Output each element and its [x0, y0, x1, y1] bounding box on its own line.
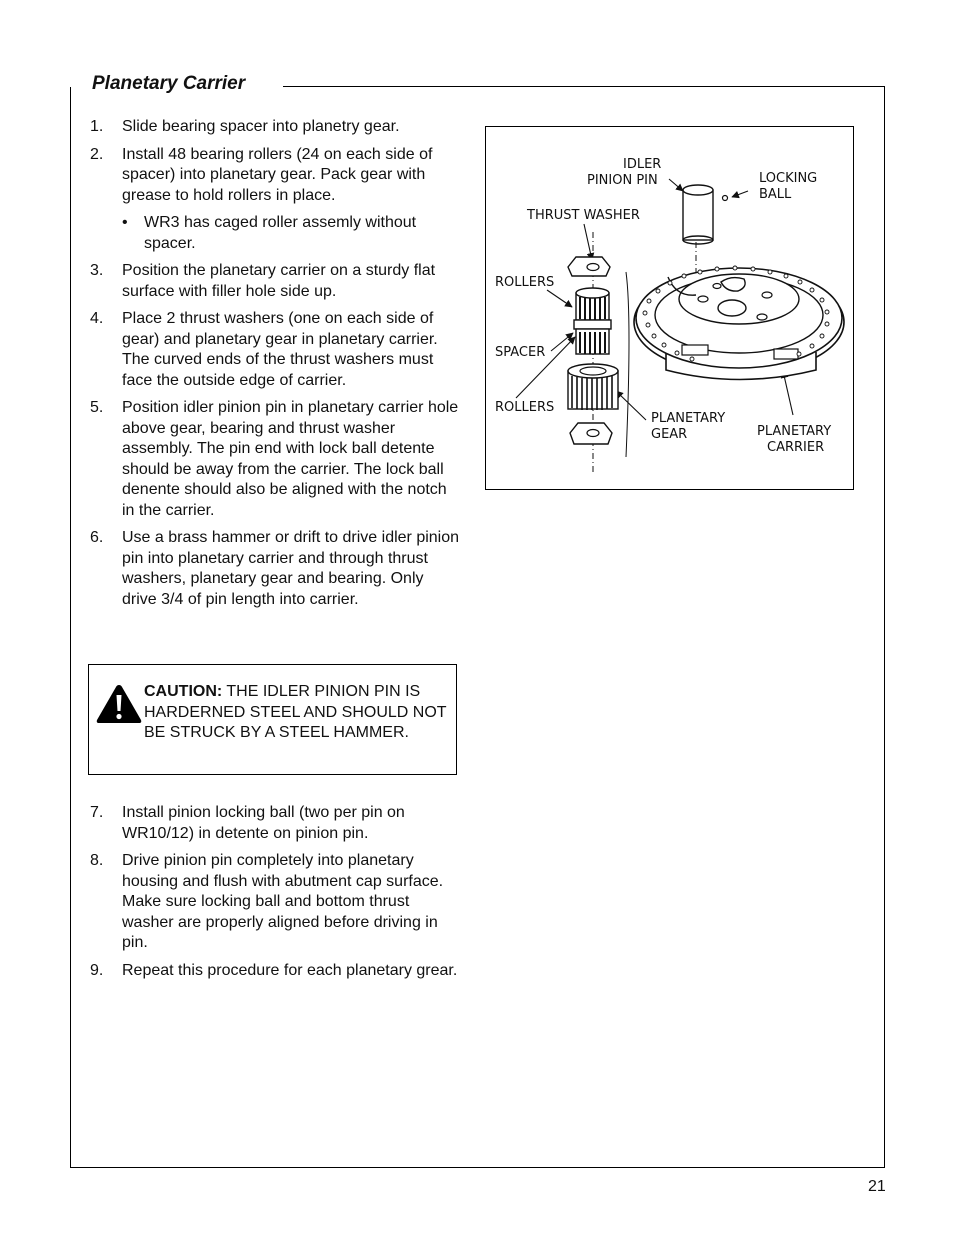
- bullet-item: [122, 213, 462, 254]
- list-item: [90, 261, 462, 302]
- label-planetary-gear-1: PLANETARY: [651, 411, 726, 426]
- warning-triangle-icon: [95, 683, 143, 725]
- step-number: 2.: [90, 145, 104, 163]
- page-number: 21: [868, 1178, 886, 1195]
- label-thrust-washer: THRUST WASHER: [527, 208, 640, 223]
- caution-message: THE IDLER PINION PIN IS HARDERNED STEEL AND SHOULD NOT BE STRUCK BY A STEEL HAMMER.: [144, 683, 447, 741]
- label-rollers-top: ROLLERS: [495, 275, 555, 290]
- step-number: 9.: [90, 961, 104, 979]
- step-number: 8.: [90, 852, 104, 869]
- step-number: 5.: [90, 399, 104, 416]
- step-text: Place 2 thrust washers (one on each side of gear) and planetary gear in planetary carrier. The curved ends of the thrust washers must face the outside edge of carrier.: [122, 310, 438, 389]
- planetary-assembly-diagram: [486, 127, 853, 489]
- idler-pinion-pin: [683, 185, 713, 244]
- step-number: 6.: [90, 529, 104, 546]
- step-text: Use a brass hammer or drift to drive idler pinion pin into planetary carrier and through thrust washers, planetary gear and bearing. Only drive 3/4 of pin length into carrier.: [122, 529, 460, 608]
- frame-bottom-rule: [70, 1167, 885, 1168]
- step-number: 7.: [90, 804, 104, 821]
- list-item: [90, 961, 462, 982]
- step-text: Position idler pinion pin in planetary carrier hole above gear, bearing and thrust washer assembly. The pin end with lock ball detente should be away from the carrier. The lock ball denente should also be aligned with the notch in the carrier.: [122, 399, 459, 519]
- planetary-carrier: [634, 266, 844, 380]
- label-planetary-gear-2: GEAR: [651, 427, 688, 442]
- list-item: [90, 528, 462, 610]
- label-planetary-carrier-2: CARRIER: [767, 440, 825, 455]
- bullet-mark: •: [122, 214, 128, 231]
- caution-box: [88, 664, 457, 775]
- step-text: Drive pinion pin completely into planetary housing and flush with abutment cap surface. Make sure locking ball and bottom thrust washer are properly aligned before driving in pin.: [122, 852, 444, 951]
- frame-right-rule: [884, 86, 885, 1168]
- label-idler: IDLER: [623, 157, 662, 172]
- locking-ball: [723, 196, 728, 201]
- step-text: Position the planetary carrier on a sturdy flat surface with filler hole side up.: [122, 262, 436, 300]
- list-item: [90, 851, 462, 954]
- section-title: Planetary Carrier: [92, 73, 246, 94]
- label-pinion-pin: PINION PIN: [587, 173, 658, 188]
- exploded-view-figure: [485, 126, 854, 490]
- thrust-washer-top: [568, 257, 610, 276]
- list-item: [90, 309, 462, 391]
- step-number: 1.: [90, 118, 104, 135]
- thrust-washer-bottom: [570, 423, 612, 444]
- label-spacer: SPACER: [495, 345, 546, 360]
- label-ball: BALL: [759, 187, 792, 202]
- label-planetary-carrier-1: PLANETARY: [757, 424, 832, 439]
- list-item: [90, 803, 462, 844]
- steps-list-c: [90, 803, 462, 988]
- spacer: [574, 320, 611, 329]
- bullet-text: WR3 has caged roller assemly without spacer.: [144, 214, 417, 252]
- alignment-line: [626, 272, 629, 457]
- list-item: [90, 145, 462, 207]
- planetary-gear: [568, 364, 618, 410]
- caution-label: CAUTION:: [144, 683, 223, 700]
- frame-top-rule: [283, 86, 885, 87]
- step-text: Install pinion locking ball (two per pin on WR10/12) in detente on pinion pin.: [122, 804, 405, 842]
- step-number: 4.: [90, 310, 104, 327]
- rollers-top: [576, 288, 609, 320]
- list-item: [90, 117, 462, 138]
- label-locking: LOCKING: [759, 171, 818, 186]
- rollers-bottom: [576, 329, 609, 354]
- step-number: 3.: [90, 262, 104, 279]
- caution-text: [144, 682, 452, 744]
- label-rollers-bottom: ROLLERS: [495, 400, 555, 415]
- steps-list-a: [90, 117, 462, 617]
- step-text: Install 48 bearing rollers (24 on each side of spacer) into planetary gear. Pack gear with grease to hold rollers in place.: [122, 145, 433, 204]
- list-item: [90, 398, 462, 521]
- step-text: Repeat this procedure for each planetary grear.: [122, 961, 458, 979]
- frame-left-rule: [70, 87, 71, 1167]
- step-text: Slide bearing spacer into planetry gear.: [122, 118, 400, 135]
